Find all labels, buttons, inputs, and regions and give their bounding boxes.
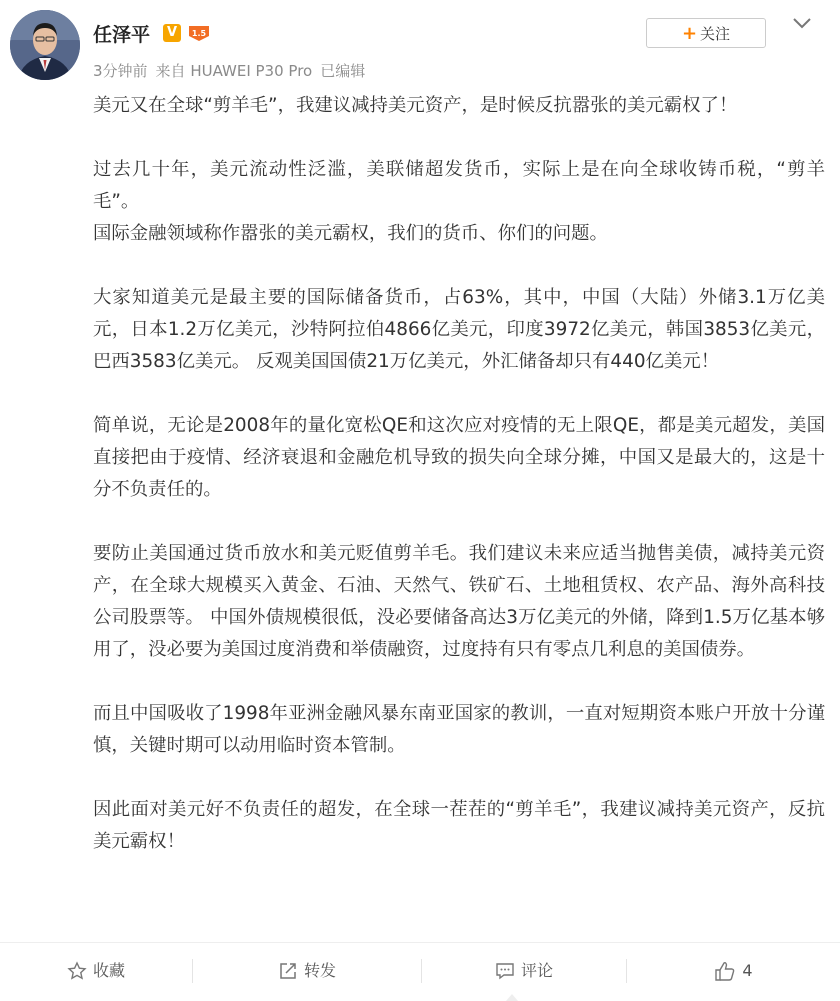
comment-icon [495,961,515,981]
post-paragraph-5: 简单说，无论是2008年的量化宽松QE和这次应对疫情的无上限QE，都是美元超发，美国直接把由于疫情、经济衰退和金融危机导致的损失向全球分摊，中国又是最大的，这是十分不负责任的。 [93,415,825,500]
post-source: 来自 HUAWEI P30 Pro [155,62,313,80]
username[interactable]: 任泽平 [93,24,151,46]
favorite-button[interactable] [0,943,192,999]
comment-button[interactable] [422,943,626,999]
edited-label[interactable]: 已编辑 [320,62,366,80]
like-button[interactable] [627,943,840,999]
post-content [93,90,825,858]
follow-label: 关注 [700,25,731,43]
post-header [0,0,840,90]
repost-icon [278,961,298,981]
post-paragraph-1: 美元又在全球“剪羊毛”，我建议减持美元资产，是时候反抗嚣张的美元霸权了！ [93,95,738,116]
repost-label: 转发 [303,961,336,980]
follow-button[interactable] [646,18,766,48]
comment-label: 评论 [520,961,553,980]
like-count: 4 [742,961,753,980]
favorite-label: 收藏 [92,961,125,980]
repost-button[interactable] [193,943,421,999]
chevron-down-icon[interactable] [790,14,814,32]
avatar[interactable] [10,10,80,80]
post-paragraph-8: 因此面对美元好不负责任的超发，在全球一茬茬的“剪羊毛”，我建议减持美元资产，反抗美元霸权！ [93,799,825,852]
plus-icon: + [681,23,698,44]
post-paragraph-7: 而且中国吸收了1998年亚洲金融风暴东南亚国家的教训，一直对短期资本账户开放十分谨慎，关键时期可以动用临时资本管制。 [93,703,825,756]
post-paragraph-2: 过去几十年，美元流动性泛滥，美联储超发货币，实际上是在向全球收铸币税，“剪羊毛”。 [93,159,825,212]
star-icon [67,961,87,981]
post-meta [93,60,373,81]
post-paragraph-6: 要防止美国通过货币放水和美元贬值剪羊毛。我们建议未来应适当抛售美债，减持美元资产，在全球大规模买入黄金、石油、天然气、铁矿石、土地租赁权、农产品、海外高科技公司股票等。 中国外债规模很低，没必要储备高达3万亿美元的外储，降到1.5万亿基本够用了，没必要为美国过度消费和举债融资，过度持有只有零点几利息的美国债券。 [93,543,825,660]
level-badge-text: 1.5 [191,29,207,38]
verified-badge-icon: V [163,24,181,42]
level-badge-icon [186,24,212,42]
post-paragraph-4: 大家知道美元是最主要的国际储备货币，占63%，其中，中国（大陆）外储3.1万亿美元，日本1.2万亿美元，沙特阿拉伯4866亿美元，印度3972亿美元，韩国3853亿美元，巴西3583亿美元。 反观美国国债21万亿美元，外汇储备却只有440亿美元！ [93,287,825,372]
post-paragraph-3: 国际金融领域称作嚣张的美元霸权，我们的货币、你们的问题。 [93,223,608,244]
post-time[interactable]: 3分钟前 [93,62,148,80]
thumbs-up-icon [714,960,736,982]
action-bar [0,942,840,1001]
